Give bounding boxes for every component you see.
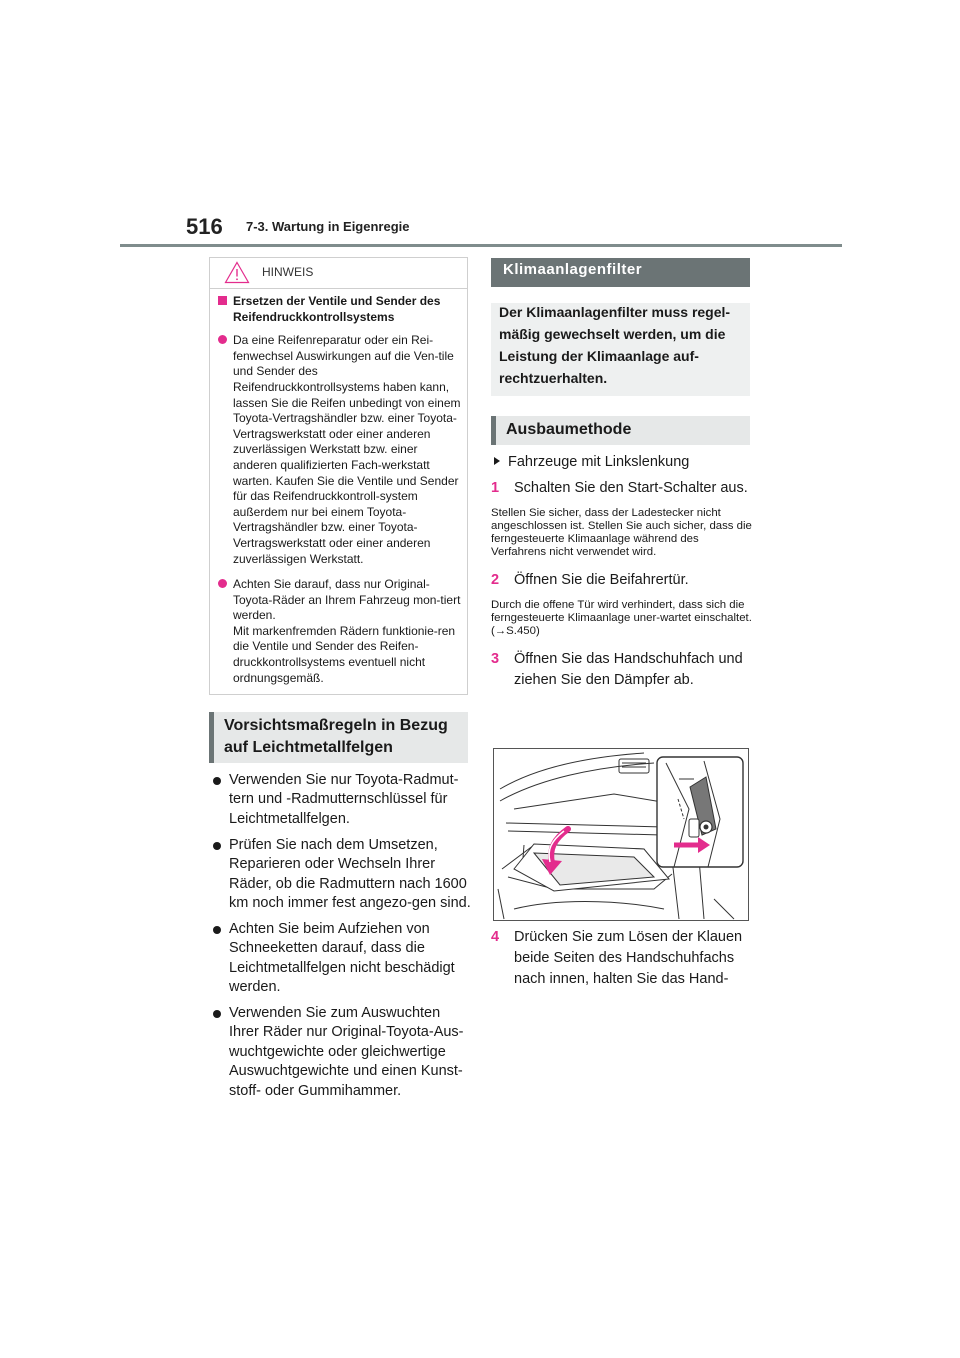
step-text: Drücken Sie zum Lösen der Klauen beide Seiten des Handschuhfachs nach innen, halten Sie das Hand- [514,929,743,987]
filter-intro-text: Der Klimaanlagenfilter muss regel-mäßig gewechselt werden, um die Leistung der Klimaanlage auf-rechtzuerhalten. [499,304,731,386]
precautions-list [212,771,472,1108]
notice-title [218,294,462,325]
step-1 [491,478,753,499]
dot-bullet-icon [218,335,227,344]
step-number: 3 [491,651,500,667]
step-4 [491,927,753,990]
precautions-heading-line2: auf Leichtmetallfelgen [224,739,393,756]
removal-heading [491,416,750,445]
list-item: Achten Sie beim Aufziehen von Schneeketten darauf, dass die Leichtmetallfelgen nicht beschädigt werden. [212,920,472,998]
list-item: Verwenden Sie zum Auswuchten Ihrer Räder nur Original-Toyota-Aus-wuchtgewichte oder gleichwertige Auswuchtgewichte und einen Kunst-stoff- oder Gummihammer. [212,1004,472,1101]
section-reference: 7-3. Wartung in Eigenregie [246,219,410,234]
notice-label: HINWEIS [262,265,314,279]
step-2 [491,570,753,591]
page-number: 516 [186,214,223,239]
removal-steps [491,453,753,699]
list-item: Verwenden Sie nur Toyota-Radmut-tern und -Radmutternschlüssel für Leichtmetallfelgen. [212,771,472,829]
filter-intro-box [491,303,750,396]
notice-item-text: Da eine Reifenreparatur oder ein Rei-fenwechsel Auswirkungen auf die Ven-tile und Sender des Reifendruckkontrollsystems haben kann, lassen Sie die Reifen unbedingt von einem Toyota-Vertragshändler bzw. einer Toyota-Vertragswerkstatt oder einer anderen zuverlässigen Werkstatt bzw. einer anderen qualifizierten Fach-werkstatt warten. Kaufen Sie die Ventile und Sender für das Reifendruckkontroll-system außerdem nur bei einem Toyota-Vertragshändler bzw. einer Toyota-Vertragswerkstatt oder einer anderen zuverlässigen Werkstatt. [233,333,461,566]
dot-bullet-icon [218,579,227,588]
filter-title-bar [491,258,750,287]
step-number: 4 [491,929,500,945]
precautions-heading-line1: Vorsichtsmaßregeln in Bezug [224,717,448,734]
list-item: Prüfen Sie nach dem Umsetzen, Reparieren oder Wechseln Ihrer Räder, ob die Radmuttern nach 1600 km noch immer fest angezo-gen sind. [212,836,472,914]
notice-title-text: Ersetzen der Ventile und Sender des Reifendruckkontrollsystems [233,294,441,324]
step-text: Öffnen Sie das Handschuhfach und ziehen Sie den Dämpfer ab. [514,651,743,688]
removal-heading-text: Ausbaumethode [506,421,632,438]
notice-body [218,294,462,686]
step-text: Schalten Sie den Start-Schalter aus. [514,480,748,496]
condition-text: Fahrzeuge mit Linkslenkung [508,454,690,470]
filter-title: Klimaanlagenfilter [503,261,643,278]
precautions-heading [209,712,468,763]
notice-item-text: Achten Sie darauf, dass nur Original-Toyota-Räder an Ihrem Fahrzeug mon-tiert werden. [233,577,461,623]
notice-item [218,577,462,686]
step-number: 1 [491,480,500,496]
notice-box [209,257,468,695]
notice-item [218,333,462,567]
notice-item-text: Mit markenfremden Rädern funktionie-ren die Ventile und Sender des Reifen-druckkontrollsystems eventuell nicht ordnungsgemäß. [233,623,456,685]
header-rule [120,244,842,247]
step-text: Öffnen Sie die Beifahrertür. [514,572,689,588]
glovebox-illustration [493,748,749,921]
square-bullet-icon [218,296,227,305]
step-number: 2 [491,572,500,588]
triangle-bullet-icon [494,457,500,465]
glovebox-drawing [494,749,748,920]
step-1-note: Stellen Sie sicher, dass der Ladestecker nicht angeschlossen ist. Stellen Sie auch sicher, dass die ferngesteuerte Klimaanlage während des Verfahrens nicht verwendet wird. [491,507,752,558]
condition-line [491,453,753,472]
step-3 [491,649,753,691]
step-2-note: Durch die offene Tür wird verhindert, dass sich die ferngesteuerte Klimaanlage uner-wartet einschaltet. (→S.450) [491,599,752,637]
warning-icon [224,261,250,284]
notice-header [210,258,467,289]
